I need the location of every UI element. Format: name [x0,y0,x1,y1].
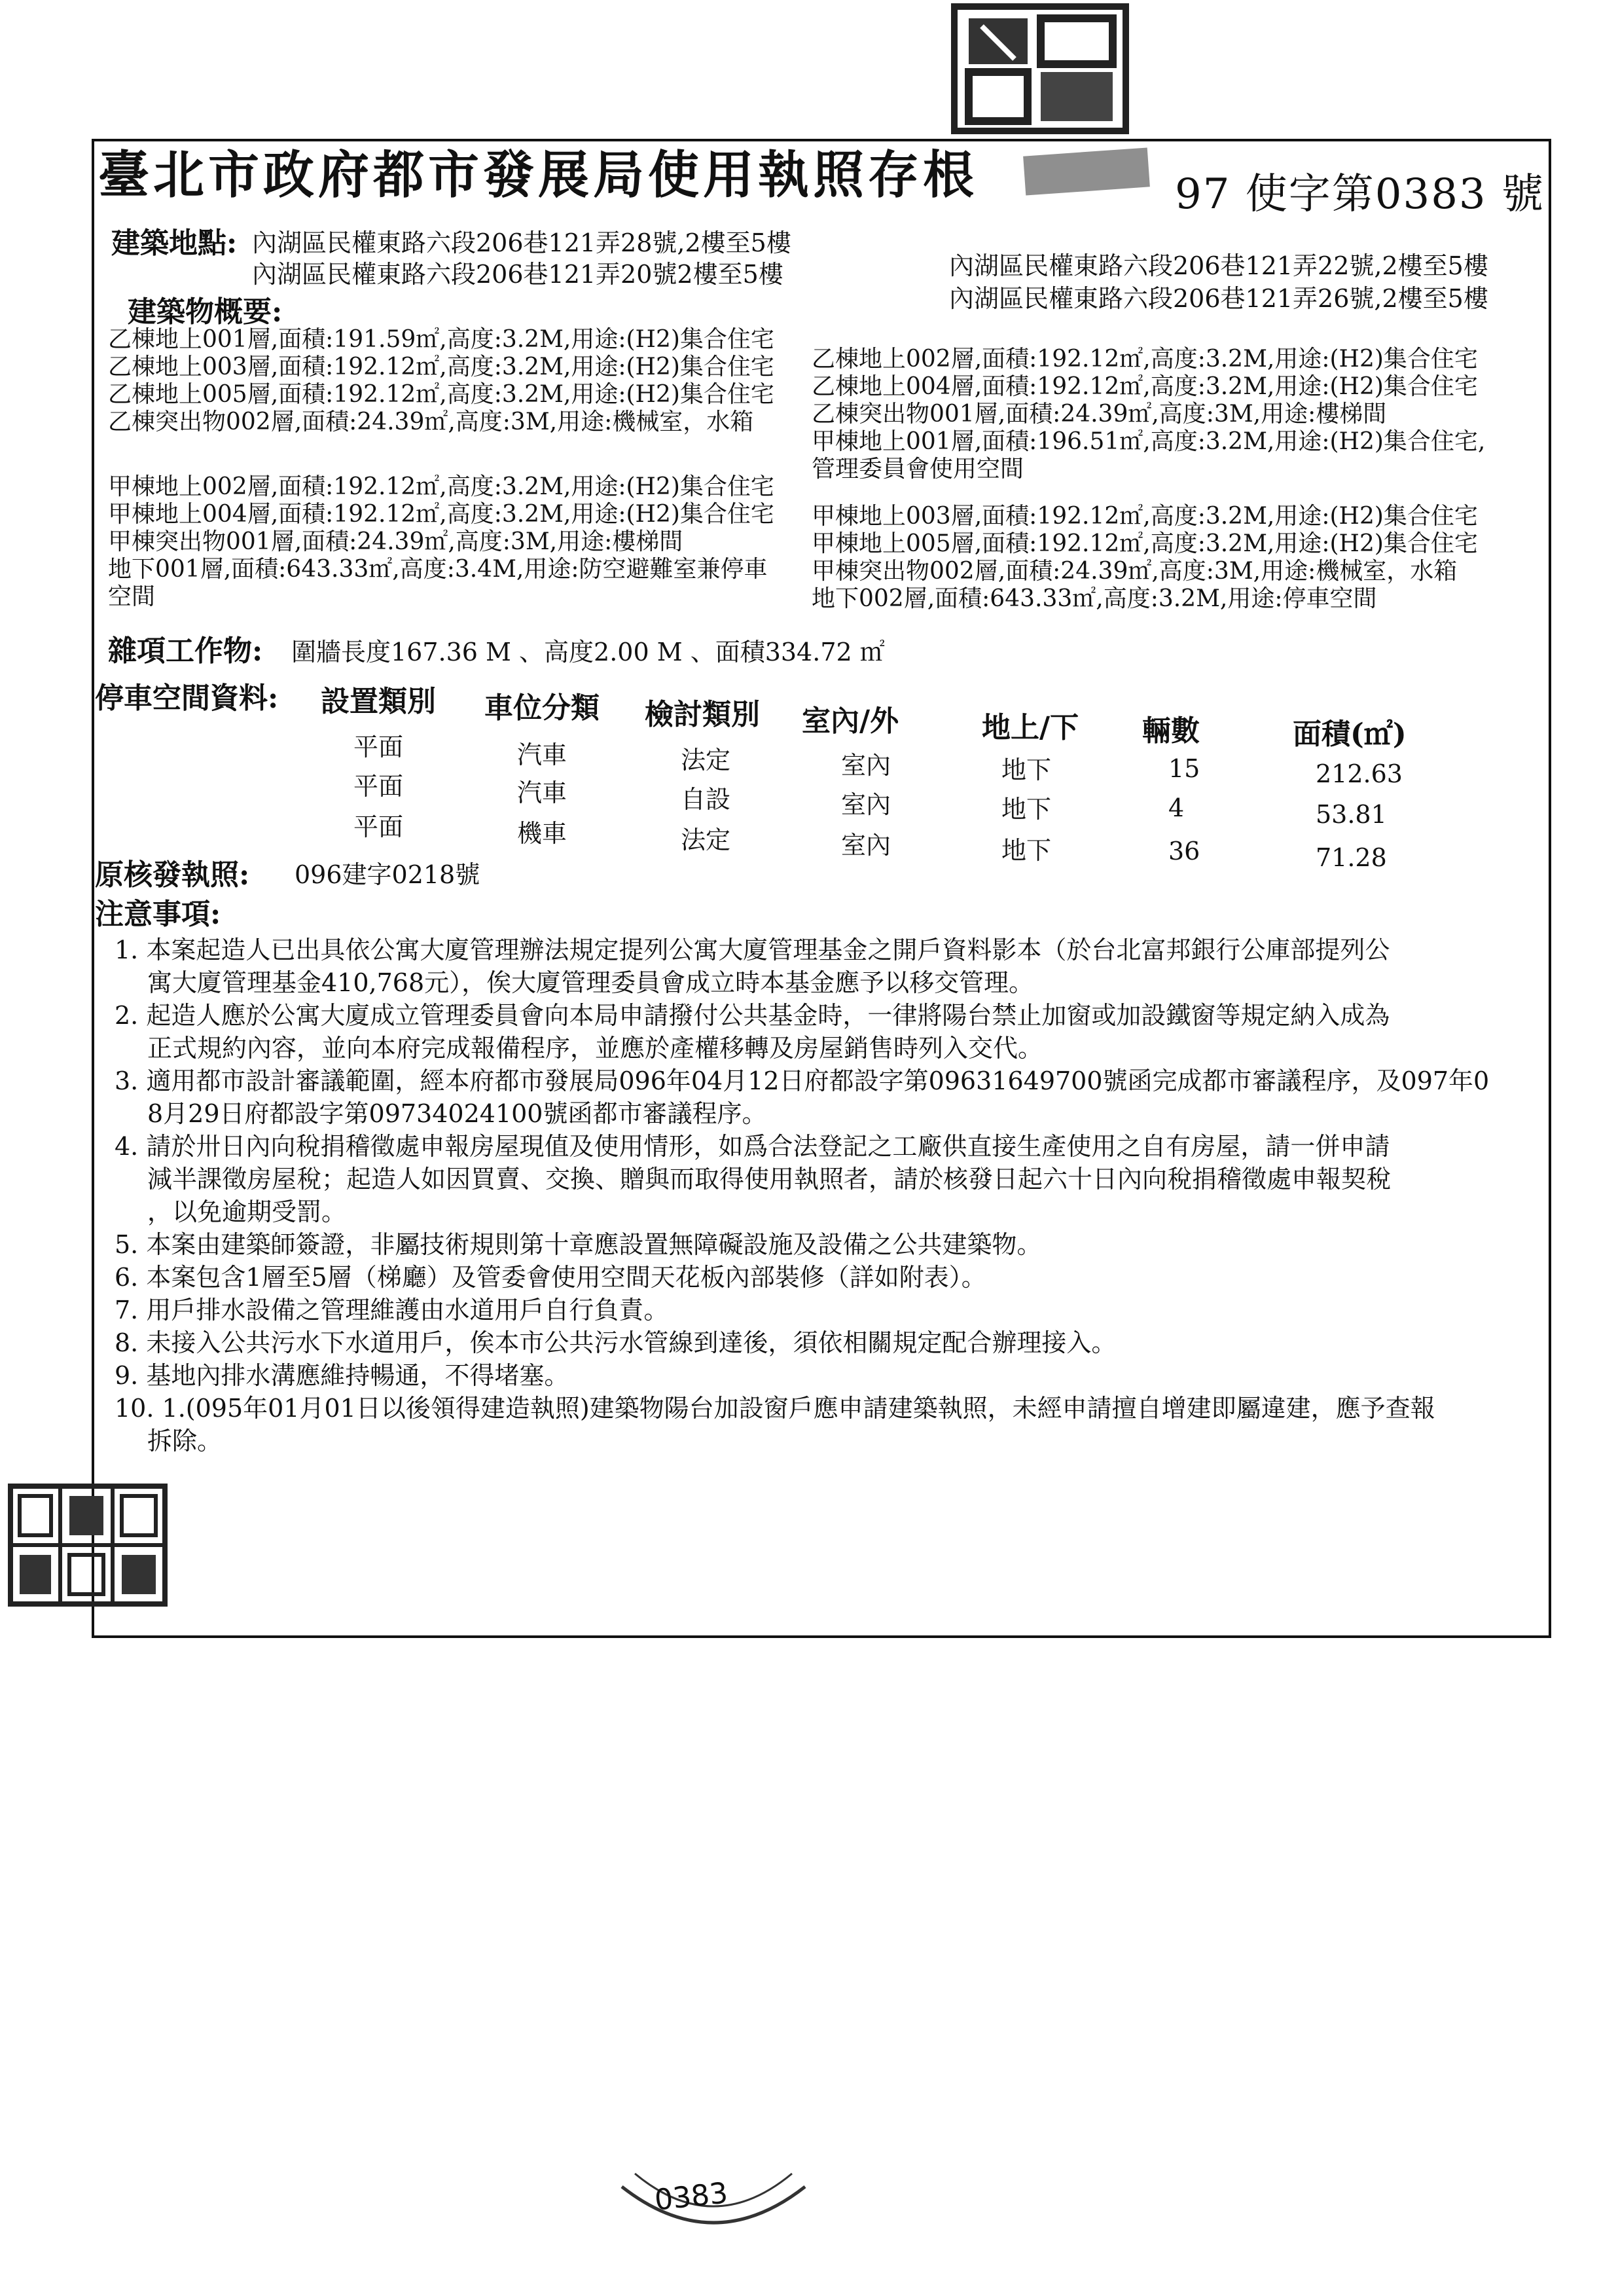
note-line: 10. 1.(095年01月01日以後領得建造執照)建築物陽台加設窗戶應申請建築執照，未經申請擅自增建即屬違建，應予查報 [115,1394,1435,1423]
parking-header: 檢討類別 [645,698,760,731]
parking-cell: 汽車 [517,778,567,807]
parking-cell: 71.28 [1316,843,1387,872]
parking-cell: 15 [1168,754,1200,783]
parking-label: 停車空間資料: [95,682,279,715]
building-floor-item: 甲棟突出物002層,面積:24.39㎡,高度:3M,用途:機械室，水箱 [812,558,1458,585]
parking-cell: 室內 [841,790,891,819]
parking-header: 輛數 [1142,714,1200,748]
parking-cell: 機車 [517,819,567,848]
parking-cell: 室內 [841,751,891,780]
building-floor-item: 管理委員會使用空間 [812,456,1024,483]
note-line: 8. 未接入公共污水下水道用戶，俟本市公共污水管線到達後，須依相關規定配合辦理接入。 [115,1328,1117,1357]
parking-cell: 自設 [681,785,731,814]
building-floor-item: 甲棟地上002層,面積:192.12㎡,高度:3.2M,用途:(H2)集合住宅 [108,473,774,500]
misc-works-value: 圍牆長度167.36 M 、高度2.00 M 、面積334.72 ㎡ [291,638,885,666]
note-line: 2. 起造人應於公寓大廈成立管理委員會向本局申請撥付公共基金時，一律將陽台禁止加窗或加設鐵窗等規定納入成為 [115,1001,1390,1030]
parking-cell: 平面 [353,772,404,801]
parking-cell: 地下 [1001,836,1052,865]
parking-cell: 室內 [841,831,891,860]
official-seal-top [943,0,1139,144]
building-floor-item: 地下001層,面積:643.33㎡,高度:3.4M,用途:防空避難室兼停車 [108,556,768,583]
building-floor-item: 乙棟地上003層,面積:192.12㎡,高度:3.2M,用途:(H2)集合住宅 [108,354,774,380]
original-permit-label: 原核發執照: [95,858,250,892]
bottom-stamp-number: 0383 [653,2176,730,2217]
page-title: 臺北市政府都市發展局使用執照存根 [98,145,979,205]
parking-cell: 平面 [353,812,404,841]
building-floor-item: 乙棟突出物001層,面積:24.39㎡,高度:3M,用途:樓梯間 [812,401,1387,428]
building-floor-item: 乙棟地上001層,面積:191.59㎡,高度:3.2M,用途:(H2)集合住宅 [108,326,774,353]
parking-cell: 4 [1168,793,1185,822]
building-floor-item: 乙棟突出物002層,面積:24.39㎡,高度:3M,用途:機械室，水箱 [108,409,754,435]
address-line: 內湖區民權東路六段206巷121弄20號2樓至5樓 [252,260,783,289]
misc-works-label: 雜項工作物: [108,634,263,668]
building-floor-item: 甲棟地上005層,面積:192.12㎡,高度:3.2M,用途:(H2)集合住宅 [812,530,1478,557]
note-line: 減半課徵房屋稅；起造人如因買賣、交換、贈與而取得使用執照者，請於核發日起六十日內向稅捐稽徵處申報契稅 [147,1165,1392,1194]
address-line: 內湖區民權東路六段206巷121弄28號,2樓至5樓 [252,228,791,257]
building-summary-label: 建築物概要: [128,295,283,329]
address-line: 內湖區民權東路六段206巷121弄26號,2樓至5樓 [949,284,1488,313]
parking-cell: 地下 [1001,756,1052,784]
original-permit-value: 096建字0218號 [295,860,480,889]
note-line: 3. 適用都市設計審議範圍，經本府都市發展局096年04月12日府都設字第09631649700號函完成都市審議程序，及097年0 [115,1066,1490,1095]
note-line: 1. 本案起造人已出具依公寓大廈管理辦法規定提列公寓大廈管理基金之開戶資料影本（於台北富邦銀行公庫部提列公 [115,936,1390,964]
building-floor-item: 乙棟地上004層,面積:192.12㎡,高度:3.2M,用途:(H2)集合住宅 [812,373,1478,400]
address-label: 建築地點: [111,227,238,260]
parking-cell: 212.63 [1316,759,1403,788]
building-floor-item: 地下002層,面積:643.33㎡,高度:3.2M,用途:停車空間 [812,585,1377,612]
address-line: 內湖區民權東路六段206巷121弄22號,2樓至5樓 [949,251,1488,280]
parking-header: 地上/下 [982,711,1079,744]
parking-cell: 汽車 [517,740,567,769]
building-floor-item: 甲棟突出物001層,面積:24.39㎡,高度:3M,用途:樓梯間 [108,528,683,555]
building-floor-item: 乙棟地上005層,面積:192.12㎡,高度:3.2M,用途:(H2)集合住宅 [108,381,774,408]
parking-cell: 法定 [681,746,731,774]
note-line: 寓大廈管理基金410,768元），俟大廈管理委員會成立時本基金應予以移交管理。 [147,968,1034,997]
parking-header: 設置類別 [321,685,436,718]
parking-cell: 36 [1168,837,1200,866]
parking-cell: 法定 [681,826,731,854]
note-line: 9. 基地內排水溝應維持暢通，不得堵塞。 [115,1361,569,1390]
note-line: 6. 本案包含1層至5層（梯廳）及管委會使用空間天花板內部裝修（詳如附表）。 [115,1263,986,1292]
note-line: 拆除。 [147,1427,223,1455]
building-floor-item: 甲棟地上001層,面積:196.51㎡,高度:3.2M,用途:(H2)集合住宅, [812,428,1486,455]
building-floor-item: 甲棟地上004層,面積:192.12㎡,高度:3.2M,用途:(H2)集合住宅 [108,501,774,528]
notes-label: 注意事項: [95,898,221,931]
parking-cell: 53.81 [1316,800,1387,829]
note-line: 正式規約內容，並向本府完成報備程序，並應於產權移轉及房屋銷售時列入交代。 [147,1034,1043,1063]
building-floor-item: 空間 [108,583,156,610]
official-seal-left [7,1480,170,1611]
document-number: 97 使字第0383 號 [1175,170,1545,219]
parking-header: 車位分類 [484,691,600,725]
building-floor-item: 乙棟地上002層,面積:192.12㎡,高度:3.2M,用途:(H2)集合住宅 [812,346,1478,373]
note-line: 8月29日府都設字第09734024100號函都市審議程序。 [147,1099,767,1128]
parking-header: 室內/外 [802,704,899,738]
building-floor-item: 甲棟地上003層,面積:192.12㎡,高度:3.2M,用途:(H2)集合住宅 [812,503,1478,530]
parking-cell: 地下 [1001,795,1052,824]
note-line: 4. 請於卅日內向稅捐稽徵處申報房屋現值及使用情形，如爲合法登記之工廠供直接生產使用之自有房屋，請一併申請 [115,1132,1390,1161]
parking-header: 面積(㎡) [1293,718,1407,751]
note-line: ，以免逾期受罰。 [147,1197,347,1226]
note-line: 5. 本案由建築師簽證，非屬技術規則第十章應設置無障礙設施及設備之公共建築物。 [115,1230,1042,1259]
parking-cell: 平面 [353,733,404,761]
note-line: 7. 用戶排水設備之管理維護由水道用戶自行負責。 [115,1296,669,1324]
